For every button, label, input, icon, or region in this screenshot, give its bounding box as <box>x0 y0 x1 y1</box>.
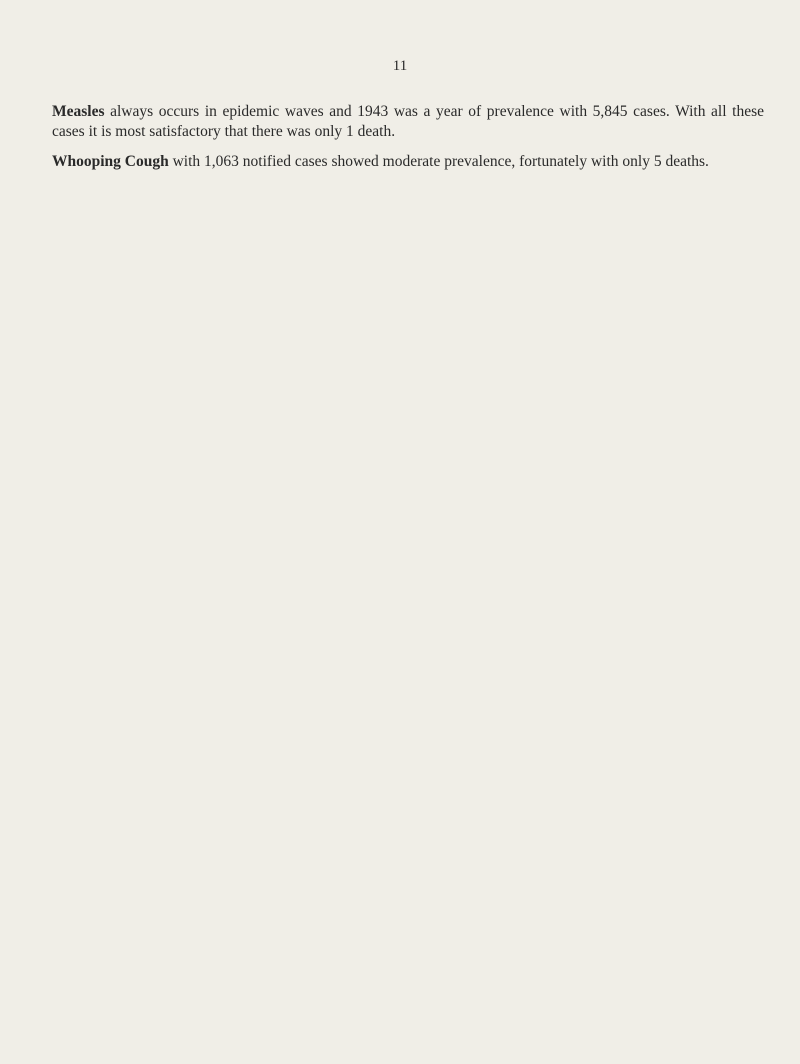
whooping-paragraph <box>52 152 764 172</box>
page-number: 11 <box>392 58 408 74</box>
whooping-heading: Whooping Cough <box>52 153 169 170</box>
measles-heading: Measles <box>52 103 105 120</box>
whooping-text: with 1,063 notified cases showed moderate prevalence, fortunately with only 5 deaths. <box>168 153 709 170</box>
measles-paragraph <box>52 102 764 142</box>
measles-text: always occurs in epidemic waves and 1943 was a year of prevalence with 5,845 cases. With all these cases it is most satisfactory that there was only 1 death. <box>52 103 764 140</box>
